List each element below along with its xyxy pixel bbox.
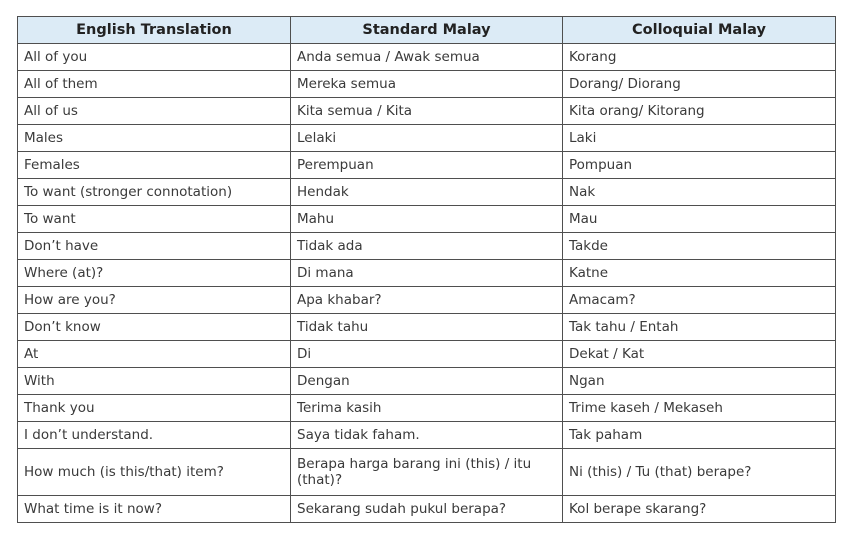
table-row (18, 368, 836, 395)
header-english-translation: English Translation (18, 17, 291, 44)
table-header (18, 17, 836, 44)
table-row (18, 287, 836, 314)
colloquial-malay-cell: Korang (563, 44, 836, 71)
header-standard-malay: Standard Malay (291, 17, 563, 44)
standard-malay-cell: Saya tidak faham. (291, 422, 563, 449)
table-row (18, 98, 836, 125)
table-row (18, 44, 836, 71)
standard-malay-cell: Sekarang sudah pukul berapa? (291, 496, 563, 523)
standard-malay-cell: Apa khabar? (291, 287, 563, 314)
colloquial-malay-cell: Kita orang/ Kitorang (563, 98, 836, 125)
table-row (18, 449, 836, 496)
colloquial-malay-cell: Mau (563, 206, 836, 233)
table-row (18, 152, 836, 179)
standard-malay-cell: Terima kasih (291, 395, 563, 422)
english-cell: How much (is this/that) item? (18, 449, 291, 496)
colloquial-malay-cell: Dorang/ Diorang (563, 71, 836, 98)
colloquial-malay-cell: Laki (563, 125, 836, 152)
english-cell: All of us (18, 98, 291, 125)
english-cell: Females (18, 152, 291, 179)
standard-malay-cell: Berapa harga barang ini (this) / itu (that)? (291, 449, 563, 496)
english-cell: Males (18, 125, 291, 152)
english-cell: What time is it now? (18, 496, 291, 523)
colloquial-malay-cell: Takde (563, 233, 836, 260)
standard-malay-cell: Tidak tahu (291, 314, 563, 341)
table-row (18, 71, 836, 98)
header-row (18, 17, 836, 44)
english-cell: Don’t have (18, 233, 291, 260)
standard-malay-cell: Mereka semua (291, 71, 563, 98)
table-row (18, 422, 836, 449)
colloquial-malay-cell: Kol berape skarang? (563, 496, 836, 523)
header-colloquial-malay: Colloquial Malay (563, 17, 836, 44)
english-cell: Thank you (18, 395, 291, 422)
english-cell: At (18, 341, 291, 368)
table-row (18, 341, 836, 368)
english-cell: To want (18, 206, 291, 233)
standard-malay-cell: Anda semua / Awak semua (291, 44, 563, 71)
colloquial-malay-cell: Katne (563, 260, 836, 287)
standard-malay-cell: Di (291, 341, 563, 368)
colloquial-malay-cell: Ni (this) / Tu (that) berape? (563, 449, 836, 496)
english-cell: How are you? (18, 287, 291, 314)
standard-malay-cell: Hendak (291, 179, 563, 206)
table-row (18, 125, 836, 152)
standard-malay-cell: Kita semua / Kita (291, 98, 563, 125)
table-row (18, 233, 836, 260)
table-row (18, 314, 836, 341)
standard-malay-cell: Di mana (291, 260, 563, 287)
table-row (18, 206, 836, 233)
english-cell: I don’t understand. (18, 422, 291, 449)
colloquial-malay-cell: Pompuan (563, 152, 836, 179)
colloquial-malay-cell: Nak (563, 179, 836, 206)
standard-malay-cell: Dengan (291, 368, 563, 395)
colloquial-malay-cell: Ngan (563, 368, 836, 395)
colloquial-malay-cell: Tak paham (563, 422, 836, 449)
table-row (18, 496, 836, 523)
english-cell: To want (stronger connotation) (18, 179, 291, 206)
standard-malay-cell: Perempuan (291, 152, 563, 179)
table-row (18, 260, 836, 287)
standard-malay-cell: Tidak ada (291, 233, 563, 260)
english-cell: Where (at)? (18, 260, 291, 287)
colloquial-malay-cell: Trime kaseh / Mekaseh (563, 395, 836, 422)
english-cell: Don’t know (18, 314, 291, 341)
table-row (18, 179, 836, 206)
table-row (18, 395, 836, 422)
table-body (18, 44, 836, 523)
colloquial-malay-cell: Amacam? (563, 287, 836, 314)
standard-malay-cell: Lelaki (291, 125, 563, 152)
english-cell: With (18, 368, 291, 395)
translation-table (17, 16, 836, 523)
english-cell: All of you (18, 44, 291, 71)
english-cell: All of them (18, 71, 291, 98)
colloquial-malay-cell: Dekat / Kat (563, 341, 836, 368)
colloquial-malay-cell: Tak tahu / Entah (563, 314, 836, 341)
standard-malay-cell: Mahu (291, 206, 563, 233)
